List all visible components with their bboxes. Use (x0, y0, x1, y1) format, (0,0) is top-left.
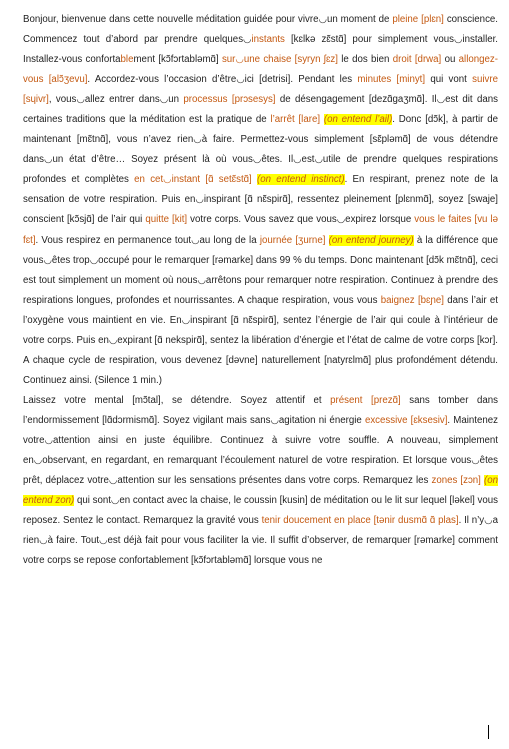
highlighted-word: processus [prɔsesys] (183, 94, 276, 106)
text-run: qui vont (425, 74, 473, 86)
highlighted-word: l’arrêt [lare] (270, 114, 321, 126)
highlighted-word: instants (251, 34, 285, 46)
text-run: . Il n’y◡a rien◡à faire. Tout◡est déjà fait pour vous faciliter la vie. Il suffit d’observer, de remarquer [rəmarke] comment votre corps se repose confortablement [kɔ̃fɔrtabləmɑ̃] lorsque vous ne (23, 515, 498, 567)
highlighted-word: quitte [kit] (145, 214, 188, 226)
text-run: , vous◡allez entrer dans◡un (48, 94, 184, 106)
highlighted-word: ble (120, 54, 134, 66)
text-cursor (488, 725, 489, 739)
text-run: . Accordez-vous l’occasion d’être◡ici [detrisi]. Pendant les (87, 74, 358, 86)
text-run: . Donc [dɔ̃k], à partir de maintenant [mɛ̃tnɑ̃], vous n’avez rien◡à faire. Permettez-vous simplement [sɛ̃pləmɑ̃] de vous détendre dans◡un état d’être… Soyez présent là où vous◡êtes. Il◡est◡utile de prendre quelques respirations profondes et complètes (23, 114, 498, 186)
text-run: [kɛlkə zɛ̃stɑ̃] pour simplement vous◡installer. Installez-vous conforta (23, 34, 498, 66)
text-run: . Vous respirez en permanence tout◡au long de la (35, 234, 260, 246)
pronunciation-note: (on entend instinct) (257, 174, 345, 186)
highlighted-word: baignez [bɛɲe] (380, 294, 444, 306)
paragraph (23, 10, 498, 391)
pronunciation-note: (on entend l’ail) (323, 114, 393, 126)
text-run: votre corps. Vous savez que vous◡expirez lorsque (187, 214, 415, 226)
text-run: dans l’air et l’oxygène vous maintient en vie. En◡inspirant [ɑ̃ nɛ̃spirɑ̃], sentez l’énergie de l’air qui coule à l’intérieur de votre corps. Puis en◡expirant [ɑ̃ nekspirɑ̃], sentez la libération d’énergie et l’état de calme de votre corps [kɔr]. A chaque cycle de respiration, vous devenez [dəvne] naturellement [natyrɛlmɑ̃] plus profondément détendu. Continuez ainsi. (Silence 1 min.) (23, 294, 499, 386)
highlighted-word: en cet◡instant [ɑ̃ setɛ̃stɑ̃] (134, 174, 252, 186)
highlighted-word: excessive [ɛksesiv] (364, 414, 448, 426)
text-run: ment [kɔ̃fɔrtabləmɑ̃] (133, 54, 222, 66)
text-run: de désengagement [dezɑ̃gaʒmɑ̃]. Il◡est dit dans certaines traditions que la méditation est la pratique de (23, 94, 498, 126)
highlighted-word: minutes [minyt] (357, 74, 426, 86)
text-run: conscience. Commencez tout d’abord par prendre quelques◡ (23, 14, 498, 46)
paragraph (23, 391, 498, 571)
highlighted-word: présent [prezɑ̃] (330, 394, 401, 406)
highlighted-word: allongez-vous [alɔ̃ʒevu] (23, 54, 498, 86)
highlighted-word: suivre [sɥivr] (23, 74, 498, 106)
pronunciation-note: (on entend journey) (328, 234, 414, 246)
highlighted-word: journée [ʒurne] (259, 234, 326, 246)
text-run: qui sont◡en contact avec la chaise, le coussin [kusin] de méditation ou le lit sur lequel [ləkel] vous reposez. Sentez le contact. Remarquez la gravité vous (23, 495, 498, 527)
highlighted-word: pleine [plɛn] (392, 14, 444, 25)
highlighted-word: vous le faites [vu lə fɛt] (23, 214, 498, 246)
text-run: le dos bien (337, 54, 393, 66)
text-run: . Maintenez votre◡attention ainsi en juste équilibre. Continuez à suivre votre souffle. A nouveau, simplement en◡observant, en regardant, en remarquant l’écoulement naturel de votre respiration. Et lorsque vous◡êtes prêt, déplacez votre◡attention sur les sensations présentes dans votre corps. Remarquez les (23, 414, 498, 487)
text-run: . En respirant, prenez note de la sensation de votre respiration. Puis en◡inspirant [ɑ̃ nɛ̃spirɑ̃], ressentez pleinement [plɛnmɑ̃], soyez [swaje] conscient [kɔ̃sjɑ̃] de l’air qui (23, 174, 498, 226)
text-run: sans tomber dans l’endormissement [lɑ̃dɔrmismɑ̃]. Soyez vigilant mais sans◡agitation ni énergie (23, 394, 499, 426)
text-run: Bonjour, bienvenue dans cette nouvelle méditation guidée pour vivre◡un moment de (23, 14, 393, 25)
highlighted-word: tenir doucement en place [tənir dusmɑ̃ ɑ̃ plas] (261, 515, 459, 527)
highlighted-word: droit [drwa] (392, 54, 442, 66)
highlighted-word: sur◡une chaise [syryn ʃɛz] (221, 54, 338, 66)
text-run: Laissez votre mental [mɔ̃tal], se détendre. Soyez attentif et (23, 394, 331, 406)
highlighted-word: zones [zɔn] (431, 475, 481, 487)
text-run: ou (441, 54, 459, 66)
pronunciation-note: (on entend zon) (23, 475, 498, 507)
text-run: à la différence que vous◡êtes trop◡occupé pour le remarquer [rəmarke] dans 99 % du temps. Donc maintenant [dɔ̃k mɛ̃tnɑ̃], ceci est tout simplement un moment où nous◡arrêtons pour remarquer notre respiration. Continuez à prendre des respirations longues, profondes et nourrissantes. A chaque respiration, vous vous (23, 234, 499, 306)
